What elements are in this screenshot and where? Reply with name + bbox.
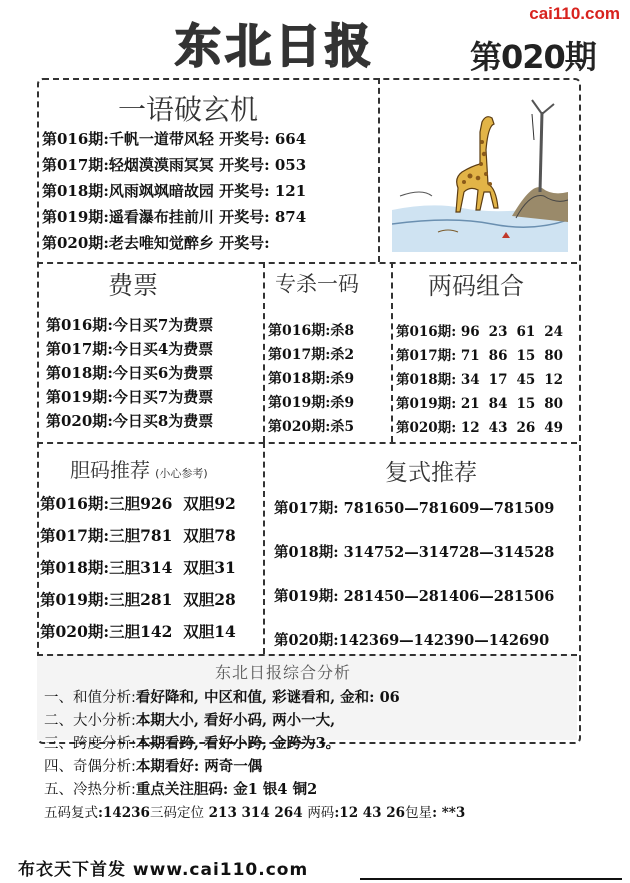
fushi-row xyxy=(274,497,554,541)
combo-row: 第017期: 71 86 15 80 xyxy=(396,348,564,364)
fushi-numbers: :142369—142390—142690 xyxy=(333,632,550,649)
combo-number: 17 xyxy=(488,372,508,388)
combo-title: 两码组合 xyxy=(428,272,524,300)
two-dan: 双胆28 xyxy=(183,590,236,609)
yiyu-row xyxy=(42,154,378,180)
kill-list xyxy=(268,320,354,440)
buy-row xyxy=(46,362,213,386)
combo-number: 15 xyxy=(516,348,536,364)
analysis-summary xyxy=(44,801,465,824)
combo-list xyxy=(396,320,563,440)
combo-number: 12 xyxy=(544,372,564,388)
analysis-row xyxy=(44,709,465,732)
kill-text: :杀5 xyxy=(325,419,355,435)
riddle-text: :遥看瀑布挂前川 xyxy=(103,208,214,226)
draw-number: 121 xyxy=(274,182,307,200)
analysis-label: 五、冷热分析: xyxy=(44,782,136,798)
two-dan: 双胆92 xyxy=(183,494,236,513)
buy-row xyxy=(46,386,213,410)
buy-text: :今日买8为费票 xyxy=(107,412,214,430)
analysis-label: 一、和值分析: xyxy=(44,690,136,706)
combo-number: 43 xyxy=(488,420,508,436)
divider-v1 xyxy=(378,78,380,262)
site-url[interactable]: cai110.com xyxy=(529,4,620,23)
kill-row xyxy=(268,368,354,392)
buy-text: :今日买4为费票 xyxy=(107,340,214,358)
period-label: 第018期 xyxy=(268,371,326,387)
dan-row xyxy=(40,524,236,556)
two-value: :12 43 26 xyxy=(334,805,406,821)
yiyu-row xyxy=(42,206,378,232)
footer-text: 布衣天下首发 www.cai110.com xyxy=(18,860,309,880)
buy-row xyxy=(46,314,213,338)
dan-header xyxy=(70,454,208,483)
three-dan: :三胆781 xyxy=(103,526,173,545)
period-label: 第018期 xyxy=(42,182,104,200)
analysis-list xyxy=(44,686,465,824)
divider-2 xyxy=(37,442,577,444)
three-label: 三码定位 xyxy=(149,805,204,821)
period-label: 第016期 xyxy=(40,494,104,513)
fushi-row xyxy=(274,541,554,585)
yiyu-list xyxy=(42,128,378,258)
combo-number: 34 xyxy=(460,372,480,388)
period-label: 第020期 xyxy=(268,419,326,435)
five-value: :14236 xyxy=(98,805,150,821)
five-label: 五码复式 xyxy=(44,805,98,821)
combo-number: 21 xyxy=(460,396,480,412)
analysis-title: 东北日报综合分析 xyxy=(215,663,352,682)
dan-row xyxy=(40,620,236,652)
combo-number: 71 xyxy=(460,348,480,364)
combo-number: 45 xyxy=(516,372,536,388)
analysis-text: 本期大小, 看好小码, 两小一大, xyxy=(135,712,336,729)
divider-1 xyxy=(37,262,577,264)
period-label: 第020期 xyxy=(42,234,104,252)
period-label: 第018期 xyxy=(46,364,108,382)
yiyu-title: 一语破玄机 xyxy=(118,93,259,126)
combo-number: 86 xyxy=(488,348,508,364)
three-value: 213 314 264 xyxy=(208,805,303,821)
three-dan: :三胆926 xyxy=(103,494,173,513)
period-label: 第017期 xyxy=(42,156,104,174)
period-label: 第018期 xyxy=(40,558,104,577)
period-label: 第017期 xyxy=(268,347,326,363)
combo-number: 26 xyxy=(516,420,536,436)
period-label: 第019期 xyxy=(274,588,334,605)
fushi-numbers: : 781650—781609—781509 xyxy=(333,500,555,517)
kill-title: 专杀一码 xyxy=(275,272,359,296)
period-label: 第016期 xyxy=(396,324,452,340)
three-dan: :三胆314 xyxy=(103,558,173,577)
dan-title: 胆码推荐 xyxy=(70,458,150,482)
fushi-numbers: : 281450—281406—281506 xyxy=(333,588,555,605)
buy-text: :今日买7为费票 xyxy=(107,316,214,334)
combo-number: 24 xyxy=(544,324,564,340)
period-label: 第019期 xyxy=(268,395,326,411)
buy-list xyxy=(46,314,213,434)
fushi-title: 复式推荐 xyxy=(385,460,477,486)
draw-label: 开奖号: xyxy=(219,182,270,200)
period-label: 第020期 xyxy=(274,632,334,649)
kill-row xyxy=(268,344,354,368)
period-label: 第020期 xyxy=(46,412,108,430)
combo-number: 84 xyxy=(488,396,508,412)
bao-value: : **3 xyxy=(432,805,466,821)
period-label: 第017期 xyxy=(396,348,452,364)
divider-v3 xyxy=(391,262,393,442)
analysis-label: 四、奇偶分析: xyxy=(44,759,136,775)
period-label: 第019期 xyxy=(396,396,452,412)
divider-v2 xyxy=(263,262,265,442)
draw-number: 053 xyxy=(274,156,307,174)
kill-row xyxy=(268,392,354,416)
analysis-label: 二、大小分析: xyxy=(44,713,136,729)
buy-text: :今日买6为费票 xyxy=(107,364,214,382)
riddle-text: :千帆一道带风轻 xyxy=(103,130,214,148)
issue-number: 第020期 xyxy=(470,38,596,76)
analysis-row xyxy=(44,686,465,709)
giraffe-illustration xyxy=(392,92,568,252)
kill-row xyxy=(268,416,354,440)
period-label: 第019期 xyxy=(46,388,108,406)
period-label: 第019期 xyxy=(42,208,104,226)
fushi-numbers: : 314752—314728—314528 xyxy=(333,544,555,561)
period-label: 第016期 xyxy=(268,323,326,339)
kill-text: :杀9 xyxy=(325,371,355,387)
period-label: 第019期 xyxy=(40,590,104,609)
kill-text: :杀9 xyxy=(325,395,355,411)
dan-row xyxy=(40,588,236,620)
riddle-text: :轻烟漠漠雨冥冥 xyxy=(103,156,214,174)
draw-label: 开奖号: xyxy=(219,234,270,252)
period-label: 第020期 xyxy=(40,622,104,641)
dan-row xyxy=(40,556,236,588)
period-label: 第017期 xyxy=(40,526,104,545)
riddle-text: :风雨飒飒暗故园 xyxy=(103,182,214,200)
draw-number: 874 xyxy=(274,208,307,226)
masthead-title: 东北日报 xyxy=(175,19,375,73)
two-dan: 双胆31 xyxy=(183,558,236,577)
analysis-text: 重点关注胆码: 金1 银4 铜2 xyxy=(135,781,318,798)
analysis-row xyxy=(44,755,465,778)
riddle-text: :老去唯知觉醉乡 xyxy=(103,234,214,252)
combo-row: 第016期: 96 23 61 24 xyxy=(396,324,564,340)
two-dan: 双胆14 xyxy=(183,622,236,641)
period-label: 第016期 xyxy=(42,130,104,148)
yiyu-row xyxy=(42,180,378,206)
period-label: 第016期 xyxy=(46,316,108,334)
divider-v4 xyxy=(263,442,265,654)
combo-row: 第018期: 34 17 45 12 xyxy=(396,372,564,388)
buy-row xyxy=(46,338,213,362)
combo-number: 80 xyxy=(544,348,564,364)
combo-number: 49 xyxy=(544,420,564,436)
dan-list xyxy=(40,492,236,652)
fushi-row xyxy=(274,585,554,629)
combo-number: 12 xyxy=(460,420,480,436)
analysis-label: 三、跨度分析: xyxy=(44,736,136,752)
period-label: 第018期 xyxy=(396,372,452,388)
yiyu-row xyxy=(42,232,378,258)
buy-row xyxy=(46,410,213,434)
buy-title: 费票 xyxy=(108,271,159,300)
analysis-text: 本期看跨, 看好小跨, 金跨为3。 xyxy=(135,735,341,752)
period-label: 第017期 xyxy=(46,340,108,358)
fushi-list xyxy=(274,497,554,673)
draw-label: 开奖号: xyxy=(219,208,270,226)
analysis-row xyxy=(44,778,465,801)
footer-underline xyxy=(360,878,622,880)
two-dan: 双胆78 xyxy=(183,526,236,545)
draw-number: 664 xyxy=(274,130,307,148)
analysis-row xyxy=(44,732,465,755)
kill-text: :杀2 xyxy=(325,347,355,363)
kill-row xyxy=(268,320,354,344)
period-label: 第017期 xyxy=(274,500,334,517)
dan-row xyxy=(40,492,236,524)
combo-number: 61 xyxy=(516,324,536,340)
combo-row: 第019期: 21 84 15 80 xyxy=(396,396,564,412)
two-label: 两码 xyxy=(307,805,335,821)
period-label: 第020期 xyxy=(396,420,452,436)
combo-number: 23 xyxy=(488,324,508,340)
three-dan: :三胆281 xyxy=(103,590,173,609)
period-label: 第018期 xyxy=(274,544,334,561)
analysis-text: 本期看好: 两奇一偶 xyxy=(135,758,263,775)
yiyu-row xyxy=(42,128,378,154)
kill-text: :杀8 xyxy=(325,323,355,339)
bao-label: 包星 xyxy=(405,805,433,821)
three-dan: :三胆142 xyxy=(103,622,173,641)
analysis-text: 看好降和, 中区和值, 彩谜看和, 金和: 06 xyxy=(135,689,400,706)
draw-label: 开奖号: xyxy=(219,156,270,174)
combo-number: 96 xyxy=(460,324,480,340)
combo-row: 第020期: 12 43 26 49 xyxy=(396,420,564,436)
combo-number: 80 xyxy=(544,396,564,412)
draw-label: 开奖号: xyxy=(219,130,270,148)
combo-number: 15 xyxy=(516,396,536,412)
dan-note: (小心参考) xyxy=(155,467,208,480)
buy-text: :今日买7为费票 xyxy=(107,388,214,406)
